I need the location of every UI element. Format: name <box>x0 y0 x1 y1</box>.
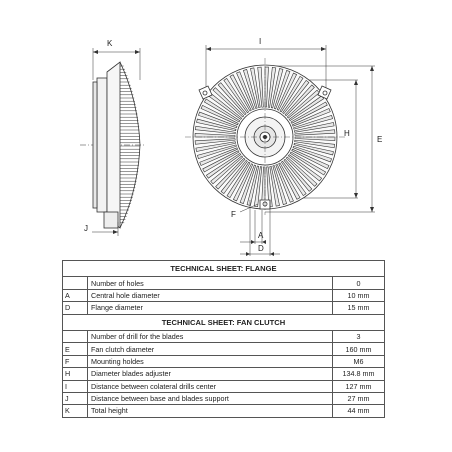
row-description: Mounting holdes <box>88 355 333 367</box>
side-view <box>80 48 145 236</box>
dim-label-j: J <box>84 224 88 233</box>
row-description: Central hole diameter <box>88 289 333 301</box>
row-value: 3 <box>333 330 385 342</box>
row-description: Distance between base and blades support <box>88 392 333 404</box>
row-value: 127 mm <box>333 380 385 392</box>
table-row <box>63 302 385 314</box>
table-row <box>63 368 385 380</box>
row-value: M6 <box>333 355 385 367</box>
dim-label-h: H <box>344 129 350 138</box>
row-description: Distance between colateral drills center <box>88 380 333 392</box>
table-row <box>63 343 385 355</box>
row-description: Number of drill for the blades <box>88 330 333 342</box>
dim-label-f: F <box>231 210 236 219</box>
row-value: 27 mm <box>333 392 385 404</box>
row-key <box>63 330 88 342</box>
fan-clutch-title: TECHNICAL SHEET: FAN CLUTCH <box>63 314 385 330</box>
row-description: Flange diameter <box>88 302 333 314</box>
row-key: H <box>63 368 88 380</box>
row-value: 134.8 mm <box>333 368 385 380</box>
technical-sheet-table <box>62 260 385 418</box>
dim-label-k: K <box>107 39 113 48</box>
dim-label-a: A <box>258 231 264 240</box>
row-key: K <box>63 405 88 417</box>
row-key: D <box>63 302 88 314</box>
row-description: Diameter blades adjuster <box>88 368 333 380</box>
table-row <box>63 277 385 289</box>
row-value: 15 mm <box>333 302 385 314</box>
table-row <box>63 289 385 301</box>
table-row <box>63 330 385 342</box>
row-key: A <box>63 289 88 301</box>
side-fins <box>120 66 140 223</box>
row-key: J <box>63 392 88 404</box>
row-description: Number of holes <box>88 277 333 289</box>
front-view <box>185 45 375 256</box>
row-value: 160 mm <box>333 343 385 355</box>
flange-title: TECHNICAL SHEET: FLANGE <box>63 261 385 277</box>
dim-label-e: E <box>377 135 383 144</box>
dim-label-i: I <box>259 37 262 46</box>
table-row <box>63 355 385 367</box>
row-value: 44 mm <box>333 405 385 417</box>
table-row <box>63 380 385 392</box>
row-key: E <box>63 343 88 355</box>
row-description: Fan clutch diameter <box>88 343 333 355</box>
flange-header-row <box>63 261 385 277</box>
row-value: 10 mm <box>333 289 385 301</box>
table-row <box>63 405 385 417</box>
row-description: Total height <box>88 405 333 417</box>
fan-clutch-header-row <box>63 314 385 330</box>
row-value: 0 <box>333 277 385 289</box>
row-key: I <box>63 380 88 392</box>
row-key: F <box>63 355 88 367</box>
table-row <box>63 392 385 404</box>
row-key <box>63 277 88 289</box>
dim-label-d: D <box>258 244 264 253</box>
